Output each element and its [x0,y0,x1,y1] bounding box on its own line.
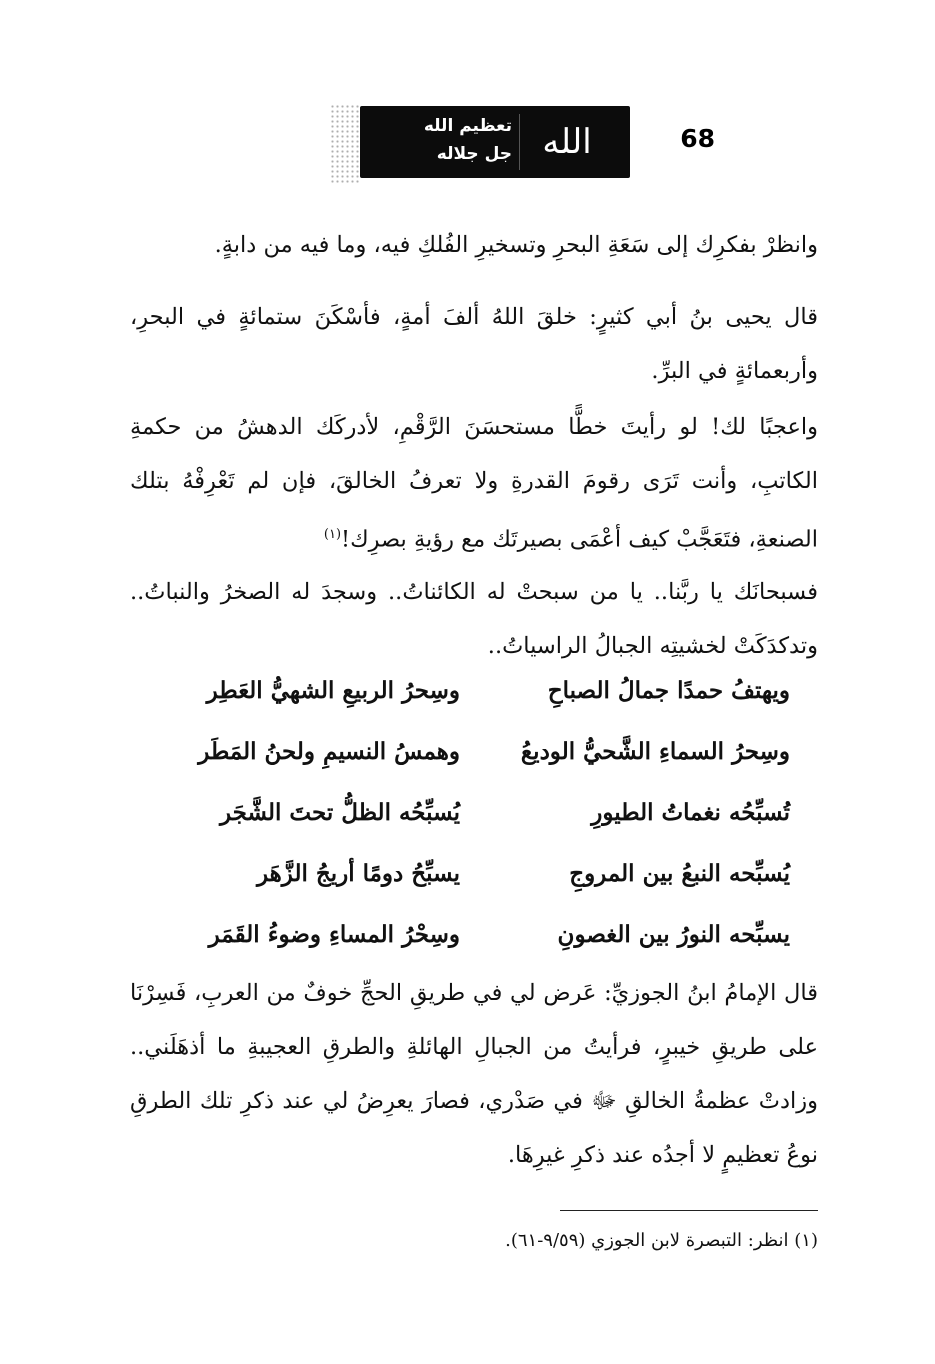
header-title-box [360,106,630,178]
poem-hemistich-left: وسِحرُ الربيعِ الشهيُّ العَطِر [206,677,460,704]
poem-hemistich-left: وهمسُ النسيمِ ولحنُ المَطَر [198,738,460,765]
paragraph-4: فسبحانَك يا ربَّنا.. يا من سبحتْ له الكائناتُ.. وسجدَ له الصخرُ والنباتُ.. وتدكدَكَتْ لخشيتِه الجبالُ الراسياتُ.. [130,579,818,659]
poem-hemistich-right: وسِحرُ السماءِ الشَّحيُّ الوديعُ [520,738,790,765]
poem-hemistich-right: يُسبِّحه النبعُ بين المروجِ [569,860,790,887]
page-number: 68 [680,124,715,153]
poem-verse [160,660,790,721]
poem-hemistich-right: تُسبِّحُه نغماتُ الطيورِ [591,799,790,826]
poem-hemistich-left: يُسبِّحُه الظلُّ تحتَ الشَّجَر [219,799,460,826]
calligraphy-logo: الله [542,122,592,162]
header-divider [519,114,520,170]
header-title-line1: تعظيم الله [423,116,512,136]
footnote-divider [560,1210,818,1211]
footnote-marker: (١) [323,527,342,542]
poem [160,660,790,965]
paragraph-3-text: واعجبًا لك! لو رأيتَ خطًّا مستحسَنَ الرَّقْمِ، لأدركَك الدهشُ من حكمةِ الكاتبِ، وأنت تَرَى رقومَ القدرةِ ولا تعرفُ الخالقَ، فإن لم تَعْرِفْهُ بتلك الصنعةِ، فتَعَجَّبْ كيف أعْمَى بصيرتَك مع رؤيةِ بصرِك! [130,414,818,553]
footnote: (١) انظر: التبصرة لابن الجوزي (٩/٥٩-٦١). [505,1230,818,1251]
paragraph-5: قال الإمامُ ابنُ الجوزيِّ: عَرض لي في طريقِ الحجِّ خوفٌ من العربِ، فَسِرْنَا على طريقِ خيبرٍ، فرأيتُ من الجبالِ الهائلةِ والطرقِ العجيبةِ ما أذهَلَني.. وزادتْ عظمةُ الخالقِ ﷻ في صَدْري، فصارَ يعرِضُ لي عند ذكرِ تلك الطرقِ نوعُ تعظيمٍ لا أجدُه عند ذكرِ غيرِهَا. [130,980,818,1168]
paragraph-2: قال يحيى بنُ أبي كثيرٍ: خلقَ اللهُ ألفَ أمةٍ، فأسْكَنَ ستمائةٍ في البحرِ، وأربعمائةٍ في البرِّ. [130,304,818,384]
poem-hemistich-left: يسبِّحُ دومًا أريجُ الزَّهَر [256,860,460,887]
poem-hemistich-right: ويهتفُ حمدًا جمالُ الصباحِ [547,677,790,704]
page-header [330,104,715,184]
header-dot-pattern [330,104,360,184]
poem-verse [160,904,790,965]
poem-verse [160,721,790,782]
poem-hemistich-right: يسبِّحه النورُ بين الغصونِ [557,921,790,948]
header-title-line2: جل جلاله [436,144,512,164]
paragraph-1: وانظرْ بفكرِك إلى سَعَةِ البحرِ وتسخيرِ الفُلكِ فيه، وما فيه من دابةٍ. [214,232,818,258]
poem-verse [160,843,790,904]
poem-hemistich-left: وسِحْرُ المساءِ وضوءُ القَمَر [208,921,460,948]
poem-verse [160,782,790,843]
paragraph-3 [130,400,818,567]
